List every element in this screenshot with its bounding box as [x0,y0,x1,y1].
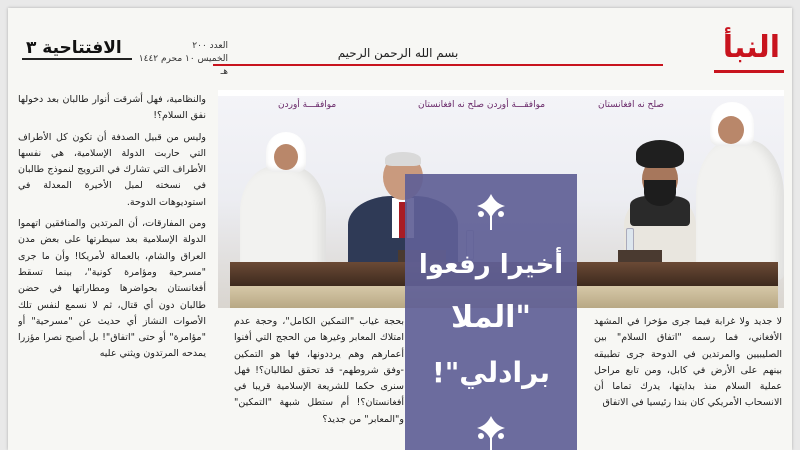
nameplate [618,250,662,262]
ornament-icon [471,414,511,450]
newspaper-logo: النبأ [722,30,780,65]
figure-aide-left [240,130,326,280]
masthead [8,8,792,84]
paragraph: وليس من قبيل الصدفة أن تكون كل الأطراف التي حاربت الدولة الإسلامية، هي نفسها الأطراف التي تشارك في الترويج لنموذج طالبان في نسخته لمبل الأخيرة المعدلة في استوديوهات الدوحة. [18,131,206,208]
text-column-left [18,92,206,448]
ornament-icon [471,192,511,232]
section-rule [22,58,132,60]
backdrop-banner-right: صلح نه افغانستان [598,100,664,110]
headline-line-2: "الملا [450,300,532,335]
paragraph: والنظامية، فهل أشرقت أنوار طالبان بعد دخولها نفق السلام؟! [18,94,206,122]
paragraph: لا جديد ولا غرابة فيما جرى مؤخرا في المشهد الأفغاني، فما رسمه "اتفاق السلام" بين الصليبيين والمرتدين في الدوحة جرى تطبيقه بينهم على الأرض في كابل، ومن تابع مراحل عملية السلام منذ بدايتها، يدرك تماما أن الانسحاب الأمريكي كان بندا رئيسيا في الاتفاق [594,316,782,409]
text-column-right [594,314,782,448]
paragraph: بحجة غياب "التمكين الكامل"، وحجة عدم امتلاك المعابر وغيرها من الحجج التي أفنوا أعمارهم وهم يرددونها، فها هو التمكين -وفق شروطهم- قد تحقق لطالبان؟! فهل سنرى حكما للشريعة الإسلامية قريبا في أفغانستان؟! أم ستطل شبهة "التمكين" و"المعابر" من جديد؟ [234,316,404,425]
headline-line-3: برادلي"! [431,356,551,389]
issue-number: العدد ٢٠٠ [192,41,228,51]
header-rule [213,64,663,66]
basmala: بسم الله الرحمن الرحيم [337,46,459,60]
text-column-middle [234,314,404,448]
headline-box [405,174,577,450]
headline-line-1: أخيرا رفعوا [418,250,564,280]
photo-top-band [218,90,784,96]
newspaper-page [8,8,792,450]
backdrop-banner-center: موافقـــة أوردن صلح نه افغانستان [418,100,546,110]
section-title: الافتتاحية ٣ [26,38,122,58]
issue-info [138,40,228,79]
paragraph: ومن المفارقات، أن المرتدين والمنافقين اتهموا الدولة الإسلامية بعد سيطرتها على بعض مدن العراق والشام، بالعمالة لأمريكا! وأن ما جرى "مسرحية ومؤامرة كونية"، بينما تسقط أفغانستان بحواضرها ومطاراتها في حضن طالبان دون أي قتال، ثم لا نسمع لنفس تلك الأصوات النشاز أي حديث عن "مسرحية" أو "مؤامرة" أو حتى "اتفاق"! بل أصبح نصرا مؤزرا يمدحه المرتدون ويثني عليه [18,218,206,360]
backdrop-banner-left: موافقـــة أوردن [278,100,337,110]
issue-date: الخميس ١٠ محرم ١٤٤٢ هـ [138,54,228,77]
logo-underline [714,70,784,73]
figure-aide-right [696,100,784,280]
